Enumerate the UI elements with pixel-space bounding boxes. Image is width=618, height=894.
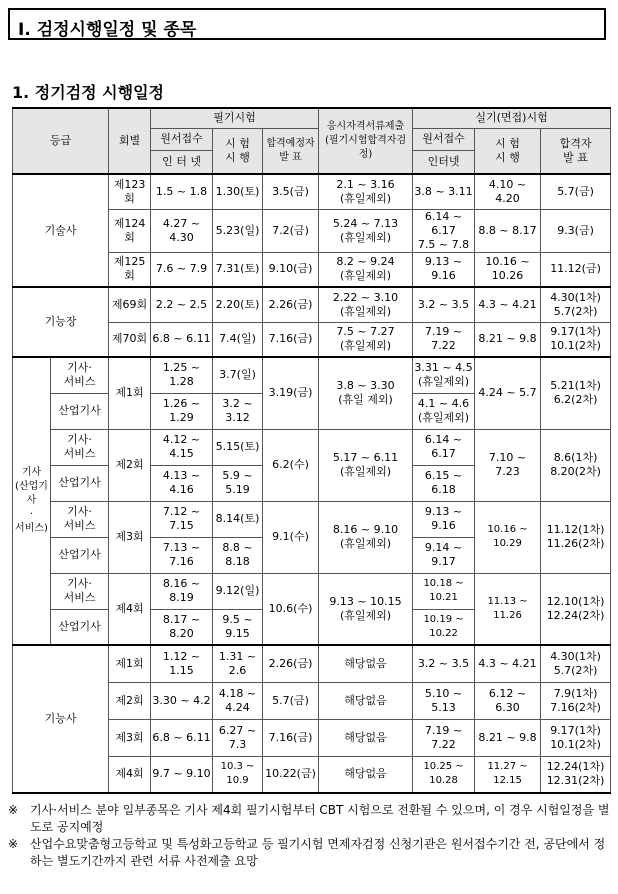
section-title: 1. 정기검정 시행일정 bbox=[12, 83, 164, 102]
pass-date-cell: 3.19(금) bbox=[263, 357, 319, 429]
p-pass-cell: 9.3(금) bbox=[541, 209, 611, 252]
docs-cell: 해당없음 bbox=[319, 756, 413, 793]
p-application-cell: 6.15 ~ 6.18 bbox=[413, 465, 475, 501]
p-exam-cell: 8.21 ~ 9.8 bbox=[475, 322, 541, 357]
note-mark: ※ bbox=[8, 803, 19, 817]
pass-date-cell: 9.1(수) bbox=[263, 501, 319, 573]
group-label-ginungjang: 기능장 bbox=[13, 287, 109, 357]
header-round: 회별 bbox=[109, 108, 151, 174]
exam-date-cell: 5.9 ~ 5.19 bbox=[213, 465, 263, 501]
p-pass-cell: 12.10(1차) 12.24(2차) bbox=[541, 573, 611, 645]
docs-cell: 2.22 ~ 3.10 (휴일제외) bbox=[319, 287, 413, 322]
application-cell: 1.5 ~ 1.8 bbox=[151, 174, 213, 209]
p-pass-cell: 4.30(1차) 5.7(2차) bbox=[541, 645, 611, 682]
round-cell: 제123회 bbox=[109, 174, 151, 209]
pass-date-cell: 3.5(금) bbox=[263, 174, 319, 209]
sub-label-industrial: 산업기사 bbox=[51, 393, 109, 429]
docs-cell: 7.5 ~ 7.27 (휴일제외) bbox=[319, 322, 413, 357]
p-exam-cell: 8.21 ~ 9.8 bbox=[475, 719, 541, 756]
application-cell: 6.8 ~ 6.11 bbox=[151, 322, 213, 357]
exam-date-cell: 9.5 ~ 9.15 bbox=[213, 609, 263, 645]
p-exam-cell: 4.24 ~ 5.7 bbox=[475, 357, 541, 429]
exam-date-cell: 6.27 ~ 7.3 bbox=[213, 719, 263, 756]
p-exam-cell: 4.3 ~ 4.21 bbox=[475, 645, 541, 682]
pass-date-cell: 2.26(금) bbox=[263, 645, 319, 682]
docs-cell: 해당없음 bbox=[319, 645, 413, 682]
table-row bbox=[13, 501, 611, 537]
p-application-cell: 3.8 ~ 3.11 bbox=[413, 174, 475, 209]
pass-date-cell: 7.16(금) bbox=[263, 719, 319, 756]
exam-date-cell: 7.31(토) bbox=[213, 252, 263, 287]
p-application-cell: 10.18 ~ 10.21 bbox=[413, 573, 475, 609]
pass-date-cell: 5.7(금) bbox=[263, 682, 319, 719]
p-pass-cell: 4.30(1차) 5.7(2차) bbox=[541, 287, 611, 322]
p-application-cell: 3.31 ~ 4.5 (휴일제외) bbox=[413, 357, 475, 393]
application-cell: 1.25 ~ 1.28 bbox=[151, 357, 213, 393]
pass-date-cell: 2.26(금) bbox=[263, 287, 319, 322]
docs-cell: 8.2 ~ 9.24 (휴일제외) bbox=[319, 252, 413, 287]
header-p-internet: 인터넷 bbox=[413, 150, 475, 174]
header-p-application: 원서접수 bbox=[413, 128, 475, 150]
header-p-pass: 합격자 발 표 bbox=[541, 128, 611, 174]
p-application-cell: 5.10 ~ 5.13 bbox=[413, 682, 475, 719]
application-cell: 7.12 ~ 7.15 bbox=[151, 501, 213, 537]
p-exam-cell: 10.16 ~ 10.26 bbox=[475, 252, 541, 287]
round-cell: 제4회 bbox=[109, 756, 151, 793]
pass-date-cell: 7.2(금) bbox=[263, 209, 319, 252]
p-exam-cell: 10.16 ~ 10.29 bbox=[475, 501, 541, 573]
header-document-submit: 응시자격서류제출 (필기시험합격자검정) bbox=[319, 108, 413, 174]
group-label-ginungsa: 기능사 bbox=[13, 645, 109, 793]
round-cell: 제3회 bbox=[109, 501, 151, 573]
p-application-cell: 7.19 ~ 7.22 bbox=[413, 322, 475, 357]
docs-cell: 9.13 ~ 10.15 (휴일제외) bbox=[319, 573, 413, 645]
p-application-cell: 4.1 ~ 4.6 (휴일제외) bbox=[413, 393, 475, 429]
p-application-cell: 7.19 ~ 7.22 bbox=[413, 719, 475, 756]
exam-date-cell: 8.14(토) bbox=[213, 501, 263, 537]
p-pass-cell: 8.6(1차) 8.20(2차) bbox=[541, 429, 611, 501]
sub-label-service: 기사· 서비스 bbox=[51, 573, 109, 609]
note-text: 산업수요맞춤형고등학교 및 특성화고등학교 등 필기시험 면제자검정 신청기관은 원서접수기간 전, 공단에서 정하는 별도기간까지 관련 서류 사전제출 요망 bbox=[30, 837, 606, 868]
application-cell: 9.7 ~ 9.10 bbox=[151, 756, 213, 793]
round-cell: 제3회 bbox=[109, 719, 151, 756]
note-mark: ※ bbox=[8, 837, 19, 851]
exam-date-cell: 9.12(일) bbox=[213, 573, 263, 609]
schedule-table bbox=[12, 107, 611, 794]
round-cell: 제125회 bbox=[109, 252, 151, 287]
docs-cell: 5.17 ~ 6.11 (휴일제외) bbox=[319, 429, 413, 501]
p-application-cell: 10.19 ~ 10.22 bbox=[413, 609, 475, 645]
header-grade: 등급 bbox=[13, 108, 109, 174]
p-exam-cell: 8.8 ~ 8.17 bbox=[475, 209, 541, 252]
pass-date-cell: 7.16(금) bbox=[263, 322, 319, 357]
exam-date-cell: 5.15(토) bbox=[213, 429, 263, 465]
p-pass-cell: 5.7(금) bbox=[541, 174, 611, 209]
exam-date-cell: 5.23(일) bbox=[213, 209, 263, 252]
round-cell: 제2회 bbox=[109, 429, 151, 501]
header-application: 원서접수 bbox=[151, 128, 213, 150]
application-cell: 1.26 ~ 1.29 bbox=[151, 393, 213, 429]
p-application-cell: 3.2 ~ 3.5 bbox=[413, 287, 475, 322]
p-application-cell: 6.14 ~ 6.17 bbox=[413, 429, 475, 465]
p-pass-cell: 11.12(1차) 11.26(2차) bbox=[541, 501, 611, 573]
exam-date-cell: 3.2 ~ 3.12 bbox=[213, 393, 263, 429]
p-application-cell: 9.14 ~ 9.17 bbox=[413, 537, 475, 573]
application-cell: 3.30 ~ 4.2 bbox=[151, 682, 213, 719]
table-row bbox=[13, 645, 611, 682]
pass-date-cell: 10.6(수) bbox=[263, 573, 319, 645]
docs-cell: 8.16 ~ 9.10 (휴일제외) bbox=[319, 501, 413, 573]
round-cell: 제1회 bbox=[109, 645, 151, 682]
p-application-cell: 9.13 ~ 9.16 bbox=[413, 252, 475, 287]
pass-date-cell: 6.2(수) bbox=[263, 429, 319, 501]
p-application-cell: 6.14 ~ 6.17 7.5 ~ 7.8 bbox=[413, 209, 475, 252]
table-row bbox=[13, 429, 611, 465]
exam-date-cell: 4.18 ~ 4.24 bbox=[213, 682, 263, 719]
exam-date-cell: 1.31 ~ 2.6 bbox=[213, 645, 263, 682]
docs-cell: 5.24 ~ 7.13 (휴일제외) bbox=[319, 209, 413, 252]
p-exam-cell: 4.3 ~ 4.21 bbox=[475, 287, 541, 322]
application-cell: 6.8 ~ 6.11 bbox=[151, 719, 213, 756]
p-exam-cell: 7.10 ~ 7.23 bbox=[475, 429, 541, 501]
exam-date-cell: 3.7(일) bbox=[213, 357, 263, 393]
docs-cell: 2.1 ~ 3.16 (휴일제외) bbox=[319, 174, 413, 209]
application-cell: 4.13 ~ 4.16 bbox=[151, 465, 213, 501]
application-cell: 8.16 ~ 8.19 bbox=[151, 573, 213, 609]
p-application-cell: 9.13 ~ 9.16 bbox=[413, 501, 475, 537]
header-practical-exam: 실기(면접)시험 bbox=[413, 108, 611, 128]
application-cell: 7.13 ~ 7.16 bbox=[151, 537, 213, 573]
note-text: 기사·서비스 분야 일부종목은 기사 제4회 필기시험부터 CBT 시험으로 전환될 수 있으며, 이 경우 시험일정을 별도로 공지예정 bbox=[30, 803, 610, 834]
p-pass-cell: 12.24(1차) 12.31(2차) bbox=[541, 756, 611, 793]
sub-label-service: 기사· 서비스 bbox=[51, 357, 109, 393]
p-exam-cell: 11.27 ~ 12.15 bbox=[475, 756, 541, 793]
header-internet: 인 터 넷 bbox=[151, 150, 213, 174]
application-cell: 4.12 ~ 4.15 bbox=[151, 429, 213, 465]
pass-date-cell: 9.10(금) bbox=[263, 252, 319, 287]
banner-title: Ⅰ. 검정시행일정 및 종목 bbox=[18, 20, 197, 40]
sub-label-service: 기사· 서비스 bbox=[51, 429, 109, 465]
note-item bbox=[8, 802, 610, 836]
exam-date-cell: 10.3 ~ 10.9 bbox=[213, 756, 263, 793]
round-cell: 제1회 bbox=[109, 357, 151, 429]
table-row bbox=[13, 573, 611, 609]
header-exam-date: 시 험 시 행 bbox=[213, 128, 263, 174]
round-cell: 제69회 bbox=[109, 287, 151, 322]
table-row bbox=[13, 287, 611, 322]
table-row bbox=[13, 174, 611, 209]
round-cell: 제70회 bbox=[109, 322, 151, 357]
application-cell: 7.6 ~ 7.9 bbox=[151, 252, 213, 287]
header-pass-announce: 합격예정자 발 표 bbox=[263, 128, 319, 174]
application-cell: 8.17 ~ 8.20 bbox=[151, 609, 213, 645]
table-row bbox=[13, 357, 611, 393]
sub-label-industrial: 산업기사 bbox=[51, 609, 109, 645]
sub-label-industrial: 산업기사 bbox=[51, 537, 109, 573]
exam-date-cell: 7.4(일) bbox=[213, 322, 263, 357]
application-cell: 2.2 ~ 2.5 bbox=[151, 287, 213, 322]
application-cell: 1.12 ~ 1.15 bbox=[151, 645, 213, 682]
round-cell: 제2회 bbox=[109, 682, 151, 719]
sub-label-industrial: 산업기사 bbox=[51, 465, 109, 501]
p-exam-cell: 6.12 ~ 6.30 bbox=[475, 682, 541, 719]
round-cell: 제4회 bbox=[109, 573, 151, 645]
p-pass-cell: 7.9(1차) 7.16(2차) bbox=[541, 682, 611, 719]
pass-date-cell: 10.22(금) bbox=[263, 756, 319, 793]
p-pass-cell: 5.21(1차) 6.2(2차) bbox=[541, 357, 611, 429]
p-application-cell: 10.25 ~ 10.28 bbox=[413, 756, 475, 793]
header-written-exam: 필기시험 bbox=[151, 108, 319, 128]
exam-date-cell: 1.30(토) bbox=[213, 174, 263, 209]
exam-date-cell: 8.8 ~ 8.18 bbox=[213, 537, 263, 573]
p-application-cell: 3.2 ~ 3.5 bbox=[413, 645, 475, 682]
p-pass-cell: 9.17(1차) 10.1(2차) bbox=[541, 322, 611, 357]
docs-cell: 해당없음 bbox=[319, 682, 413, 719]
header-p-exam-date: 시 험 시 행 bbox=[475, 128, 541, 174]
group-label-gisa: 기사 (산업기사 · 서비스) bbox=[13, 357, 51, 645]
note-item bbox=[8, 836, 610, 870]
notes bbox=[8, 802, 610, 870]
exam-date-cell: 2.20(토) bbox=[213, 287, 263, 322]
docs-cell: 3.8 ~ 3.30 (휴일 제외) bbox=[319, 357, 413, 429]
section-banner bbox=[8, 8, 606, 40]
p-pass-cell: 11.12(금) bbox=[541, 252, 611, 287]
docs-cell: 해당없음 bbox=[319, 719, 413, 756]
sub-label-service: 기사· 서비스 bbox=[51, 501, 109, 537]
application-cell: 4.27 ~ 4.30 bbox=[151, 209, 213, 252]
p-pass-cell: 9.17(1차) 10.1(2차) bbox=[541, 719, 611, 756]
round-cell: 제124회 bbox=[109, 209, 151, 252]
p-exam-cell: 11.13 ~ 11.26 bbox=[475, 573, 541, 645]
group-label-gisulsa: 기술사 bbox=[13, 174, 109, 287]
p-exam-cell: 4.10 ~ 4.20 bbox=[475, 174, 541, 209]
